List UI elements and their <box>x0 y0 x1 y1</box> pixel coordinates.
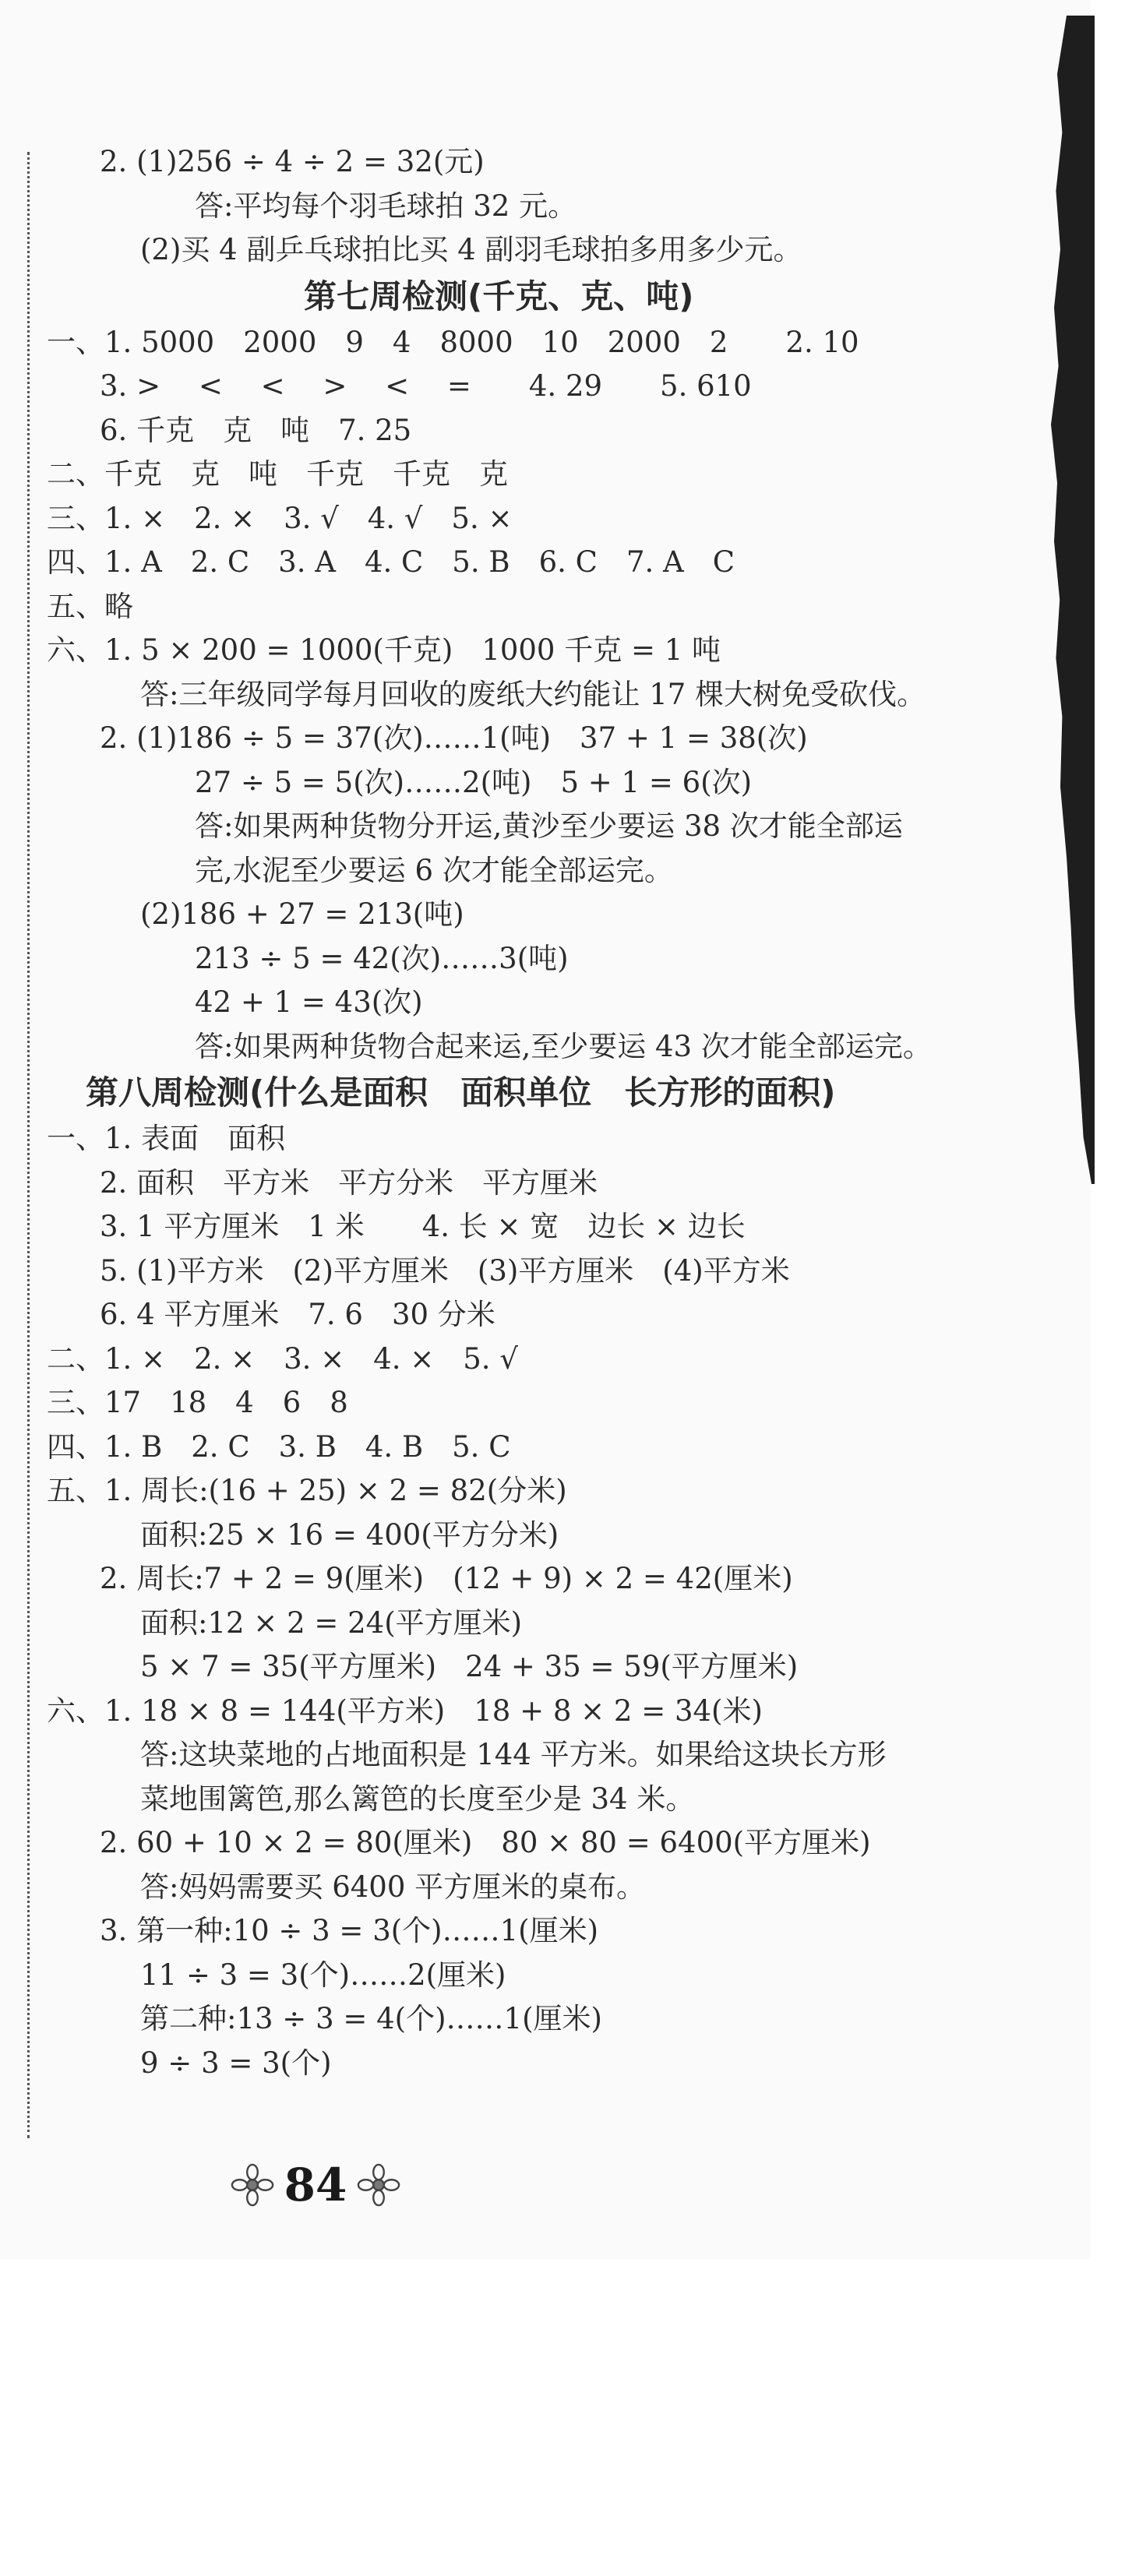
section-title-week8: 第八周检测(什么是面积 面积单位 长方形的面积) <box>86 1073 836 1112</box>
answer-line: 答:平均每个羽毛球拍 32 元。 <box>195 189 577 223</box>
answer-line: 答:三年级同学每月回收的废纸大约能让 17 棵大树免受砍伐。 <box>140 677 926 711</box>
answer-line: 三、17 18 4 6 8 <box>47 1386 348 1419</box>
section-title-week7: 第七周检测(千克、克、吨) <box>304 277 694 315</box>
answer-line: 答:如果两种货物分开运,黄沙至少要运 38 次才能全部运 <box>195 809 903 843</box>
answer-line: 一、1. 5000 2000 9 4 8000 10 2000 2 2. 10 <box>47 325 859 359</box>
answer-line: 6. 4 平方厘米 7. 6 30 分米 <box>100 1298 495 1331</box>
answer-line: 答:如果两种货物合起来运,至少要运 43 次才能全部运完。 <box>195 1029 932 1063</box>
answer-line: 2. 面积 平方米 平方分米 平方厘米 <box>100 1165 598 1200</box>
answer-line: 五、1. 周长:(16 + 25) × 2 = 82(分米) <box>47 1474 567 1507</box>
answer-line: 二、1. × 2. × 3. × 4. × 5. √ <box>47 1341 518 1376</box>
answer-line: 第二种:13 ÷ 3 = 4(个)……1(厘米) <box>140 2002 602 2035</box>
answer-line: 3. 第一种:10 ÷ 3 = 3(个)……1(厘米) <box>100 1914 599 1947</box>
answer-line: 二、千克 克 吨 千克 千克 克 <box>47 457 508 491</box>
torn-page-edge <box>1032 16 1095 1184</box>
answer-line: 2. 周长:7 + 2 = 9(厘米) (12 + 9) × 2 = 42(厘米) <box>100 1562 793 1595</box>
answer-line: 面积:25 × 16 = 400(平方分米) <box>140 1517 559 1552</box>
answer-line: 答:这块菜地的占地面积是 144 平方米。如果给这块长方形 <box>140 1738 887 1771</box>
answer-line: 5. (1)平方米 (2)平方厘米 (3)平方厘米 (4)平方米 <box>100 1253 790 1288</box>
page-number: 84 <box>284 2158 347 2211</box>
answer-line: 五、略 <box>47 589 133 623</box>
margin-dotted-line <box>27 152 30 2138</box>
answer-line: 答:妈妈需要买 6400 平方厘米的桌布。 <box>140 1869 646 1904</box>
answer-line: 11 ÷ 3 = 3(个)……2(厘米) <box>140 1958 506 1992</box>
flower-ornament-icon <box>230 2162 275 2208</box>
answer-line: 2. 60 + 10 × 2 = 80(厘米) 80 × 80 = 6400(平方厘米) <box>100 1826 871 1859</box>
answer-content <box>47 140 982 2085</box>
answer-line: 三、1. × 2. × 3. √ 4. √ 5. × <box>47 501 513 535</box>
answer-line: (2)186 + 27 = 213(吨) <box>140 897 464 931</box>
flower-ornament-icon <box>356 2162 401 2208</box>
answer-line: 9 ÷ 3 = 3(个) <box>140 2046 332 2080</box>
answer-line: 面积:12 × 2 = 24(平方厘米) <box>140 1605 523 1640</box>
answer-line: 菜地围篱笆,那么篱笆的长度至少是 34 米。 <box>140 1781 695 1816</box>
answer-line: (2)买 4 副乒乓球拍比买 4 副羽毛球拍多用多少元。 <box>140 233 802 266</box>
answer-line: 3. 1 平方厘米 1 米 4. 长 × 宽 边长 × 边长 <box>100 1210 746 1243</box>
answer-line: 四、1. B 2. C 3. B 4. B 5. C <box>47 1429 511 1464</box>
answer-line: 四、1. A 2. C 3. A 4. C 5. B 6. C 7. A C <box>47 545 735 579</box>
answer-line: 213 ÷ 5 = 42(次)……3(吨) <box>195 941 569 975</box>
answer-line: 一、1. 表面 面积 <box>47 1122 286 1155</box>
answer-line: 6. 千克 克 吨 7. 25 <box>100 413 412 447</box>
answer-line: 3. > < < > < = 4. 29 5. 610 <box>100 369 752 403</box>
page-footer <box>218 2154 413 2216</box>
answer-line: 2. (1)186 ÷ 5 = 37(次)……1(吨) 37 + 1 = 38(次) <box>100 721 808 755</box>
answer-line: 六、1. 5 × 200 = 1000(千克) 1000 千克 = 1 吨 <box>47 633 721 667</box>
answer-line: 27 ÷ 5 = 5(次)……2(吨) 5 + 1 = 6(次) <box>195 765 753 799</box>
answer-line: 完,水泥至少要运 6 次才能全部运完。 <box>195 853 673 887</box>
answer-line: 六、1. 18 × 8 = 144(平方米) 18 + 8 × 2 = 34(米) <box>47 1693 763 1728</box>
answer-line: 5 × 7 = 35(平方厘米) 24 + 35 = 59(平方厘米) <box>140 1650 799 1683</box>
answer-line: 42 + 1 = 43(次) <box>195 985 423 1019</box>
answer-line: 2. (1)256 ÷ 4 ÷ 2 = 32(元) <box>100 145 485 178</box>
